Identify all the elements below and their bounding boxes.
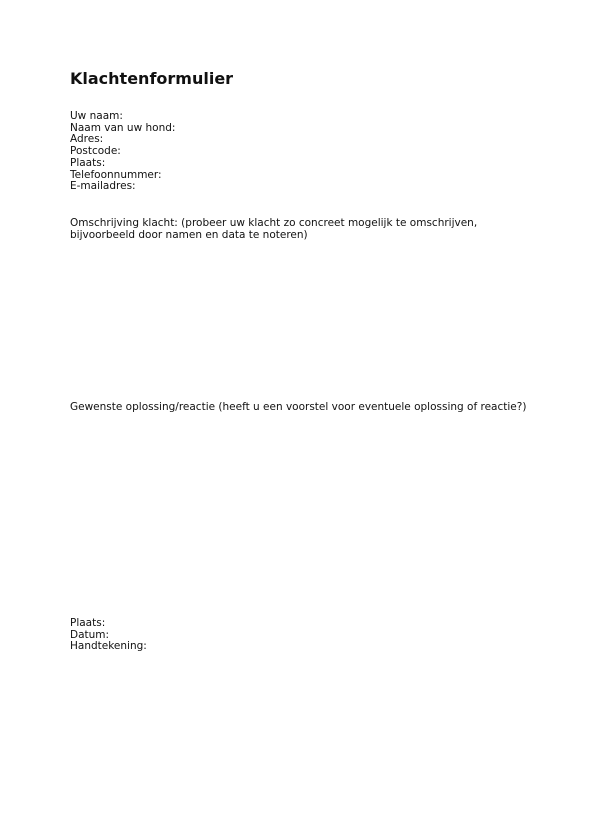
field-postcode-label: Postcode: bbox=[70, 145, 121, 158]
desired-solution-label: Gewenste oplossing/reactie (heeft u een voorstel voor eventuele oplossing of reactie?) bbox=[70, 401, 527, 413]
complaint-description-section bbox=[70, 218, 510, 241]
signoff-date-label: Datum: bbox=[70, 628, 110, 641]
contact-fields-list bbox=[70, 111, 175, 193]
field-email-label: E-mailadres: bbox=[70, 180, 136, 193]
page-title: Klachtenformulier bbox=[70, 69, 234, 88]
field-address-label: Adres: bbox=[70, 133, 104, 146]
field-name-label: Uw naam: bbox=[70, 110, 123, 122]
field-dog-name-label: Naam van uw hond: bbox=[70, 121, 176, 134]
complaint-description-line: Omschrijving klacht: (probeer uw klacht zo concreet mogelijk te omschrijven, bbox=[70, 217, 478, 229]
signoff-place-label: Plaats: bbox=[70, 617, 106, 629]
field-city-label: Plaats: bbox=[70, 156, 106, 169]
signoff-fields-list bbox=[70, 618, 147, 653]
signoff-signature-label: Handtekening: bbox=[70, 640, 147, 653]
complaint-description-line: bijvoorbeeld door namen en data te noteren) bbox=[70, 228, 308, 241]
field-phone-label: Telefoonnummer: bbox=[70, 168, 162, 181]
